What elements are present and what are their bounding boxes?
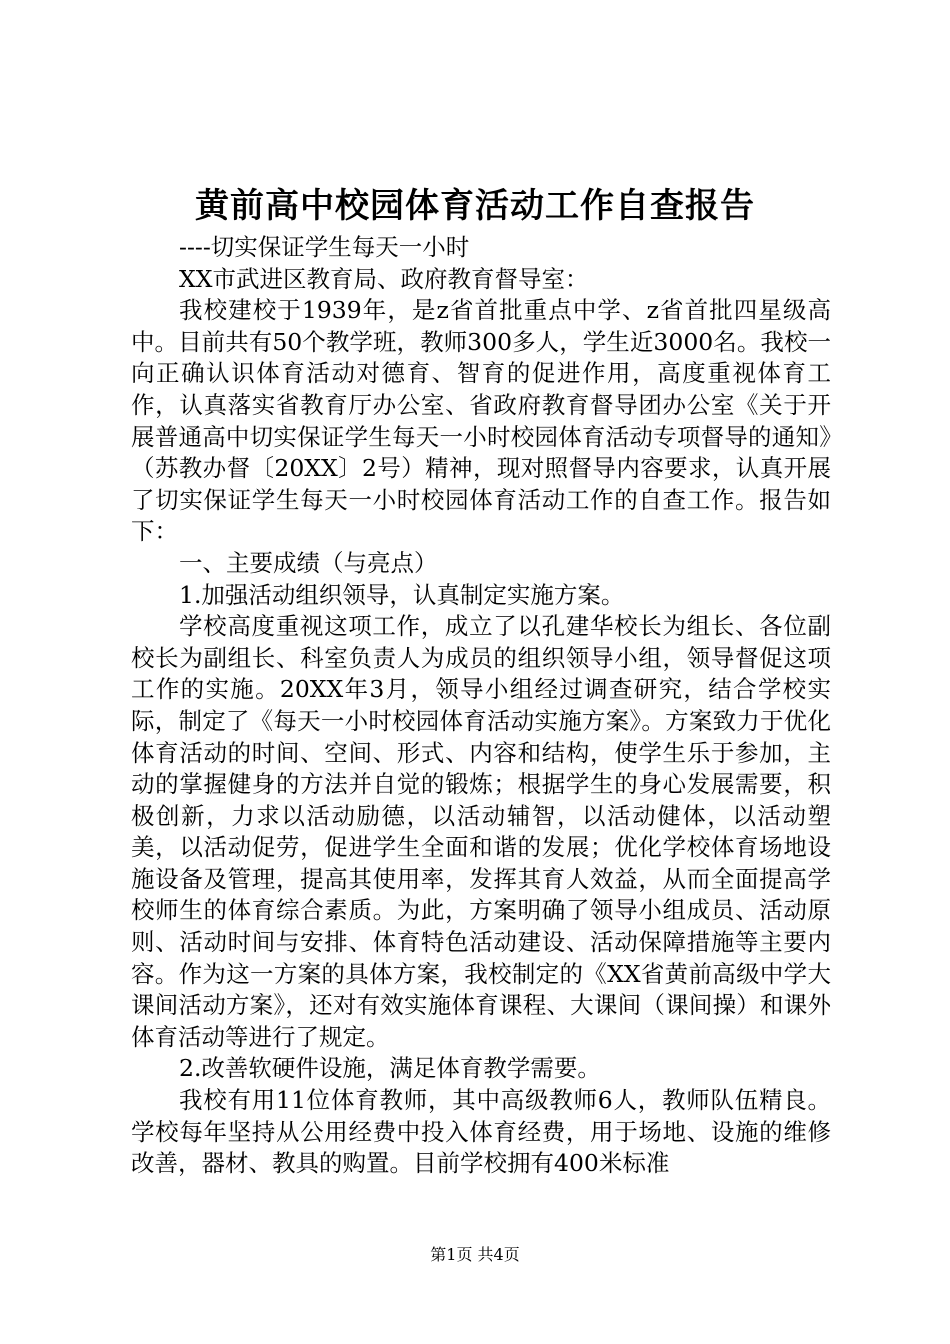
sub-heading: 2.改善软硬件设施，满足体育教学需要。 (179, 1054, 601, 1083)
document-title: 黄前高中校园体育活动工作自查报告 (195, 186, 755, 226)
section-heading: 一、主要成绩（与亮点） (179, 548, 438, 577)
addressee: XX市武进区教育局、政府教育督导室： (179, 264, 589, 293)
paragraph: 我校建校于1939年，是z省首批重点中学、z省首批四星级高中。目前共有50个教学班，教师300多人，学生近3000名。我校一向正确认识体育活动对德育、智育的促进作用，高度重视体育工作，认真落实省教育厅办公室、省政府教育督导团办公室《关于开展普通高中切实保证学生每天一小时校园体育活动专项督导的通知》（苏教办督〔20XX〕2号）精神，现对照督导内容要求，认真开展了切实保证学生每天一小时校园体育活动工作的自查工作。报告如下： (131, 296, 831, 546)
subtitle: ----切实保证学生每天一小时 (179, 233, 470, 261)
sub-heading: 1.加强活动组织领导，认真制定实施方案。 (179, 580, 625, 609)
paragraph: 学校高度重视这项工作，成立了以孔建华校长为组长、各位副校长为副组长、科室负责人为成员的组织领导小组，领导督促这项工作的实施。20XX年3月，领导小组经过调查研究，结合学校实际，制定了《每天一小时校园体育活动实施方案》。方案致力于优化体育活动的时间、空间、形式、内容和结构，使学生乐于参加，主动的掌握健身的方法并自觉的锻炼；根据学生的身心发展需要，积极创新，力求以活动励德，以活动辅智，以活动健体，以活动塑美，以活动促劳，促进学生全面和谐的发展；优化学校体育场地设施设备及管理，提高其使用率，发挥其育人效益，从而全面提高学校师生的体育综合素质。为此，方案明确了领导小组成员、活动原则、活动时间与安排、体育特色活动建设、活动保障措施等主要内容。作为这一方案的具体方案，我校制定的《XX省黄前高级中学大课间活动方案》，还对有效实施体育课程、大课间（课间操）和课外体育活动等进行了规定。 (131, 612, 831, 1051)
document-body (131, 232, 831, 1180)
page-footer: 第1页 共4页 (430, 1245, 520, 1264)
paragraph: 我校有用11位体育教师，其中高级教师6人，教师队伍精良。学校每年坚持从公用经费中投入体育经费，用于场地、设施的维修改善，器材、教具的购置。目前学校拥有400米标准 (131, 1086, 831, 1178)
